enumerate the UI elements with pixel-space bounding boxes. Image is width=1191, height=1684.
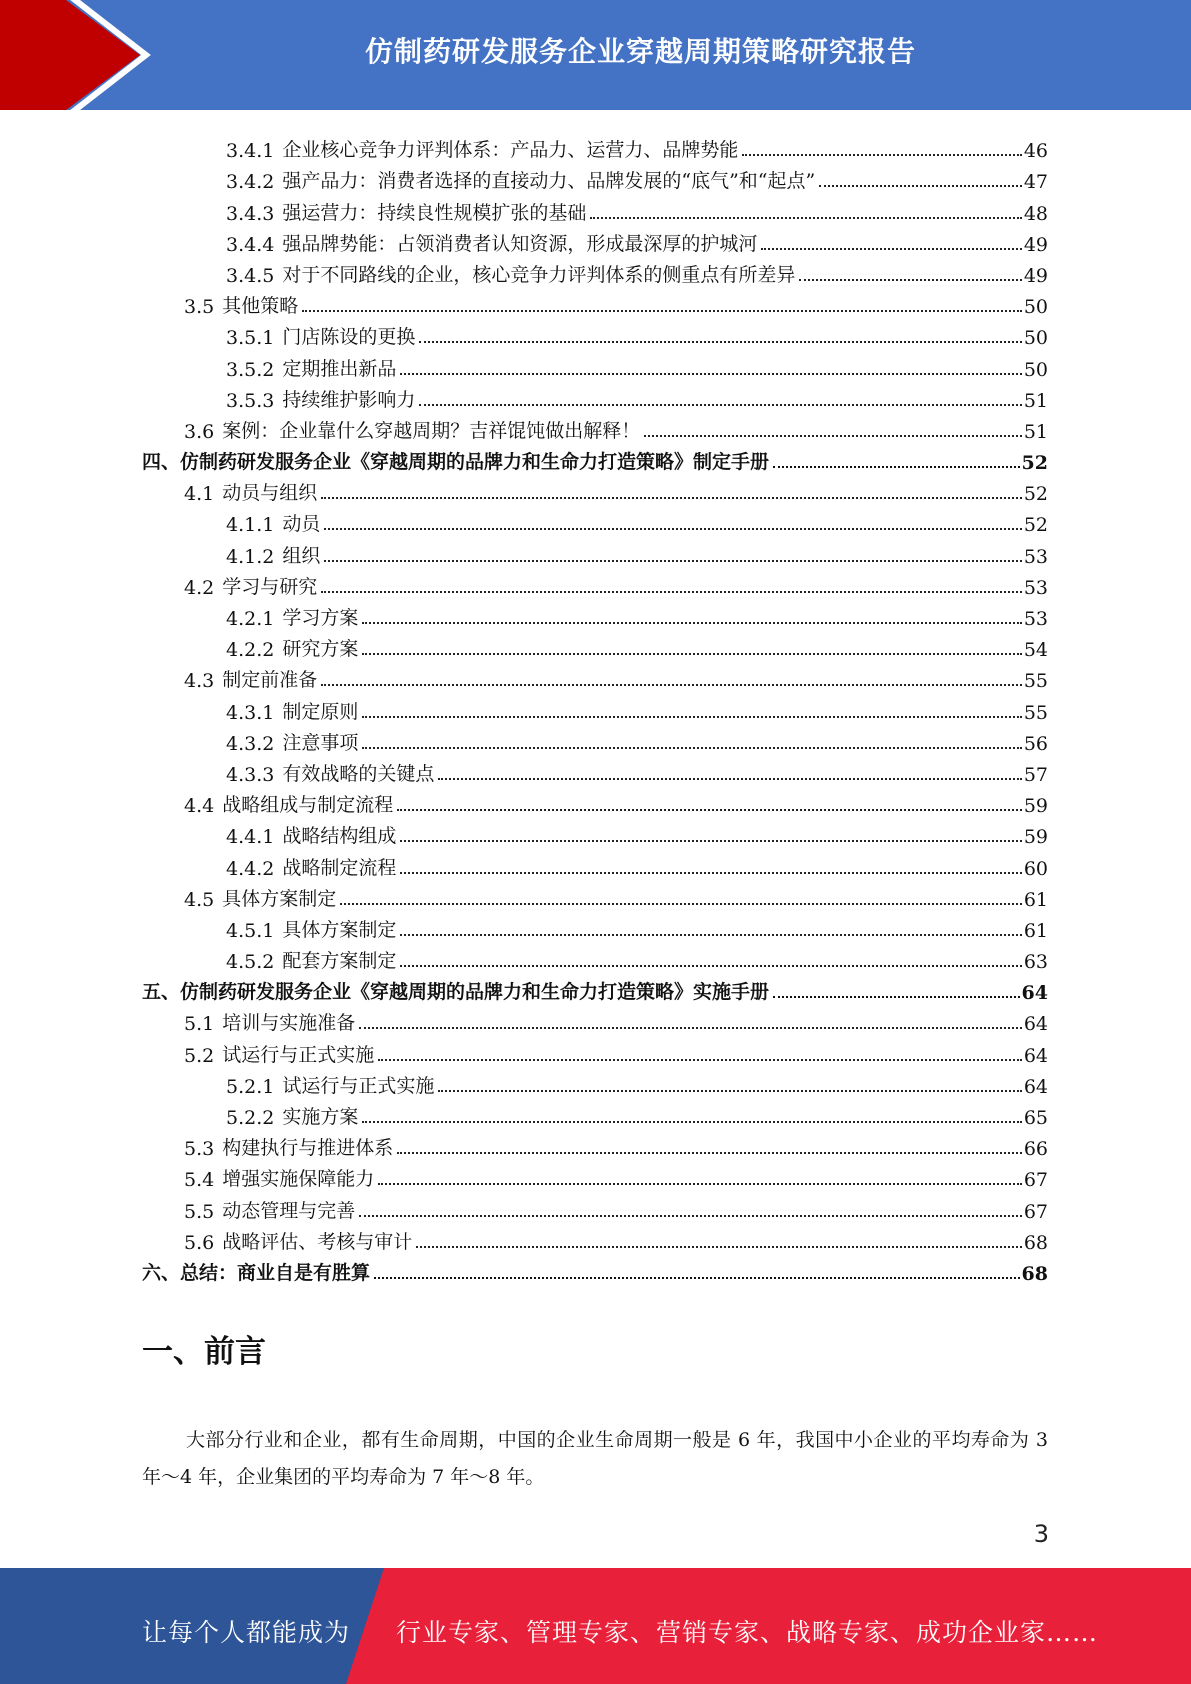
toc-entry-page: 49 [1023,233,1048,256]
toc-leader-dots [419,341,1021,343]
toc-leader-dots [340,903,1022,905]
toc-leader-dots [378,1059,1022,1061]
toc-entry-title: 对于不同路线的企业，核心竞争力评判体系的侧重点有所差异 [282,263,796,286]
toc-leader-dots [400,840,1021,842]
toc-entry[interactable] [142,381,1048,412]
toc-leader-dots [321,591,1022,593]
toc-entry-number: 5.1 [184,1013,215,1036]
toc-entry-page: 55 [1023,701,1048,724]
toc-entry-number: 3.5 [184,296,215,319]
toc-entry-page: 66 [1023,1138,1048,1161]
toc-entry-title: 强品牌势能：占领消费者认知资源，形成最深厚的护城河 [282,232,758,255]
toc-leader-dots [302,310,1022,312]
toc-entry[interactable] [142,786,1048,817]
toc-entry-title: 增强实施保障能力 [222,1168,375,1191]
toc-entry-title: 战略制定流程 [282,856,397,879]
toc-entry-page: 64 [1023,1044,1048,1067]
toc-leader-dots [799,279,1021,281]
toc-entry[interactable] [142,318,1048,349]
toc-entry-title: 具体方案制定 [282,918,397,941]
section-heading: 一、前言 [142,1334,266,1370]
toc-entry-page: 64 [1023,1013,1048,1036]
toc-entry[interactable] [142,724,1048,755]
toc-entry-title: 动员与组织 [222,482,318,505]
toc-entry-number: 3.6 [184,420,215,443]
toc-entry[interactable] [142,1223,1048,1254]
toc-entry-page: 67 [1023,1169,1048,1192]
toc-entry-page: 47 [1023,171,1048,194]
toc-entry-title: 培训与实施准备 [222,1012,356,1035]
toc-entry-number: 3.5.1 [226,327,275,350]
toc-entry-page: 53 [1023,608,1048,630]
toc-entry-page: 48 [1023,202,1048,225]
toc-entry-title: 试运行与正式实施 [282,1074,435,1097]
toc-leader-dots [438,1090,1021,1092]
toc-entry-title: 战略结构组成 [282,825,397,848]
toc-entry[interactable] [142,880,1048,911]
toc-entry[interactable] [142,692,1048,723]
toc-entry-number: 4.3.2 [226,732,275,755]
toc-entry-number: 4.4 [184,795,215,818]
toc-leader-dots [400,872,1021,874]
toc-entry-title: 学习与研究 [222,575,318,598]
toc-entry[interactable] [142,443,1048,474]
header-band [0,0,1191,110]
toc-entry-title: 制定原则 [282,700,359,723]
toc-entry-page: 46 [1023,140,1048,163]
table-of-contents [142,131,1048,1285]
toc-entry-number: 3.4.5 [226,264,275,287]
toc-entry-number: 4.4.2 [226,857,275,880]
toc-entry-title: 有效战略的关键点 [282,762,435,785]
toc-entry-page: 52 [1023,483,1048,506]
toc-entry-page: 52 [1021,452,1048,475]
toc-entry[interactable] [142,599,1048,630]
toc-leader-dots [362,747,1021,749]
toc-entry[interactable] [142,661,1048,692]
toc-entry-page: 61 [1023,919,1048,942]
toc-leader-dots [419,404,1021,406]
toc-entry-page: 57 [1023,763,1048,786]
toc-entry-number: 4.1 [184,483,215,506]
toc-entry-title: 六、总结：商业自是有胜算 [142,1261,371,1284]
toc-entry-number: 4.1.1 [226,514,275,537]
toc-entry[interactable] [142,1254,1048,1285]
toc-entry-page: 56 [1023,732,1048,755]
toc-entry-title: 案例：企业靠什么穿越周期？吉祥馄饨做出解释！ [222,419,641,442]
toc-entry-page: 50 [1023,296,1048,319]
toc-entry-page: 53 [1023,576,1048,599]
toc-leader-dots [400,373,1021,375]
toc-entry-page: 59 [1023,826,1048,849]
toc-entry-page: 50 [1023,358,1048,381]
toc-entry[interactable] [142,287,1048,318]
toc-leader-dots [359,1215,1022,1217]
toc-leader-dots [324,528,1021,530]
toc-entry[interactable] [142,1067,1048,1098]
toc-entry[interactable] [142,1191,1048,1222]
toc-entry-page: 53 [1023,545,1048,568]
toc-entry-page: 54 [1023,639,1048,662]
toc-entry-number: 5.4 [184,1169,215,1192]
toc-leader-dots [397,809,1022,811]
toc-leader-dots [590,217,1021,219]
toc-entry-number: 4.5.2 [226,951,275,974]
toc-leader-dots [324,560,1021,562]
toc-entry-title: 组织 [282,544,321,567]
toc-entry[interactable] [142,505,1048,536]
toc-entry-page: 68 [1021,1262,1048,1285]
toc-leader-dots [321,684,1022,686]
toc-entry-title: 其他策略 [222,295,299,318]
toc-entry[interactable] [142,474,1048,505]
toc-entry-number: 4.1.2 [226,545,275,568]
toc-entry[interactable] [142,848,1048,879]
toc-entry-page: 51 [1023,420,1048,443]
toc-entry-page: 55 [1023,670,1048,693]
toc-entry-title: 构建执行与推进体系 [222,1137,394,1160]
toc-leader-dots [773,996,1020,998]
toc-entry[interactable] [142,1035,1048,1066]
toc-leader-dots [742,154,1021,156]
toc-entry[interactable] [142,755,1048,786]
toc-entry[interactable] [142,630,1048,661]
toc-entry-title: 试运行与正式实施 [222,1043,375,1066]
toc-entry-page: 64 [1021,982,1048,1005]
toc-entry-title: 持续维护影响力 [282,388,416,411]
toc-entry-title: 制定前准备 [222,669,318,692]
toc-entry-number: 3.5.2 [226,358,275,381]
toc-entry-page: 67 [1023,1200,1048,1223]
toc-entry[interactable] [142,1098,1048,1129]
toc-entry-title: 学习方案 [282,607,359,629]
toc-entry-number: 3.4.1 [226,140,275,163]
toc-entry[interactable] [142,568,1048,599]
toc-entry-number: 3.4.4 [226,233,275,256]
toc-entry-page: 68 [1023,1231,1048,1254]
report-title: 仿制药研发服务企业穿越周期策略研究报告 [364,35,916,68]
toc-entry-number: 4.2.1 [226,608,275,630]
toc-entry-number: 5.2 [184,1044,215,1067]
toc-entry-number: 5.3 [184,1138,215,1161]
toc-entry-title: 研究方案 [282,638,359,661]
toc-entry-number: 4.3.1 [226,701,275,724]
toc-leader-dots [819,185,1022,187]
footer-band [0,1568,1191,1684]
toc-entry[interactable] [142,1129,1048,1160]
toc-entry-number: 4.3.3 [226,763,275,786]
toc-entry-title: 强运营力：持续良性规模扩张的基础 [282,201,587,224]
toc-entry-page: 60 [1023,857,1048,880]
toc-entry-number: 4.4.1 [226,826,275,849]
toc-entry-number: 5.6 [184,1231,215,1254]
toc-entry[interactable] [142,193,1048,224]
toc-entry-title: 动态管理与完善 [222,1199,356,1222]
toc-entry[interactable] [142,942,1048,973]
toc-entry-title: 五、仿制药研发服务企业《穿越周期的品牌力和生命力打造策略》实施手册 [142,981,770,1004]
toc-entry[interactable] [142,536,1048,567]
toc-leader-dots [644,435,1022,437]
page-number: 3 [1033,1520,1049,1548]
toc-entry-page: 64 [1023,1075,1048,1098]
toc-entry-page: 51 [1023,389,1048,412]
toc-entry-number: 3.4.2 [226,171,275,194]
toc-leader-dots [397,1152,1022,1154]
toc-leader-dots [321,497,1022,499]
toc-entry-page: 50 [1023,327,1048,350]
toc-entry-title: 四、仿制药研发服务企业《穿越周期的品牌力和生命力打造策略》制定手册 [142,451,770,474]
toc-entry-number: 4.2 [184,576,215,599]
toc-entry-number: 4.5 [184,888,215,911]
toc-leader-dots [761,248,1021,250]
toc-entry-title: 企业核心竞争力评判体系：产品力、运营力、品牌势能 [282,139,739,162]
toc-entry[interactable] [142,1004,1048,1035]
toc-leader-dots [400,934,1021,936]
toc-entry-title: 动员 [282,513,321,536]
toc-entry[interactable] [142,131,1048,162]
toc-entry[interactable] [142,256,1048,287]
toc-entry-title: 门店陈设的更换 [282,326,416,349]
toc-entry[interactable] [142,412,1048,443]
body-paragraph: 大部分行业和企业，都有生命周期，中国的企业生命周期一般是 6 年，我国中小企业的平均寿命为 3 年～4 年，企业集团的平均寿命为 7 年～8 年。 [142,1429,1048,1488]
toc-entry-number: 5.2.1 [226,1075,275,1098]
toc-entry[interactable] [142,349,1048,380]
toc-entry[interactable] [142,817,1048,848]
toc-leader-dots [438,778,1021,780]
toc-entry[interactable] [142,1160,1048,1191]
toc-entry-page: 61 [1023,888,1048,911]
toc-entry-page: 49 [1023,264,1048,287]
toc-entry-title: 战略组成与制定流程 [222,794,394,817]
toc-entry-number: 3.4.3 [226,202,275,225]
toc-entry-title: 实施方案 [282,1106,359,1128]
toc-leader-dots [400,965,1021,967]
toc-entry-title: 定期推出新品 [282,357,397,380]
toc-entry-title: 战略评估、考核与审计 [222,1230,413,1253]
toc-leader-dots [362,622,1021,624]
toc-entry[interactable] [142,162,1048,193]
toc-leader-dots [362,716,1021,718]
toc-entry-page: 63 [1023,951,1048,974]
toc-entry-number: 4.5.1 [226,919,275,942]
toc-entry-number: 5.5 [184,1200,215,1223]
footer-slogan-right: 行业专家、管理专家、营销专家、战略专家、成功企业家…… [396,1618,1099,1647]
toc-entry-page: 52 [1023,514,1048,537]
toc-entry-title: 强产品力：消费者选择的直接动力、品牌发展的“底气”和“起点” [282,170,816,193]
footer-slogan-left: 让每个人都能成为 [142,1618,351,1647]
toc-entry-number: 4.3 [184,670,215,693]
toc-leader-dots [378,1183,1022,1185]
toc-entry[interactable] [142,911,1048,942]
toc-entry-number: 5.2.2 [226,1107,275,1129]
toc-entry[interactable] [142,225,1048,256]
toc-leader-dots [362,653,1021,655]
toc-entry-number: 4.2.2 [226,639,275,662]
toc-leader-dots [416,1246,1022,1248]
toc-entry-number: 3.5.3 [226,389,275,412]
toc-entry[interactable] [142,973,1048,1004]
toc-entry-page: 59 [1023,795,1048,818]
toc-leader-dots [374,1277,1020,1279]
toc-entry-title: 配套方案制定 [282,950,397,973]
toc-leader-dots [359,1027,1022,1029]
toc-entry-title: 具体方案制定 [222,887,337,910]
toc-entry-title: 注意事项 [282,731,359,754]
toc-entry-page: 65 [1023,1107,1048,1129]
toc-leader-dots [362,1121,1021,1123]
toc-leader-dots [773,466,1020,468]
